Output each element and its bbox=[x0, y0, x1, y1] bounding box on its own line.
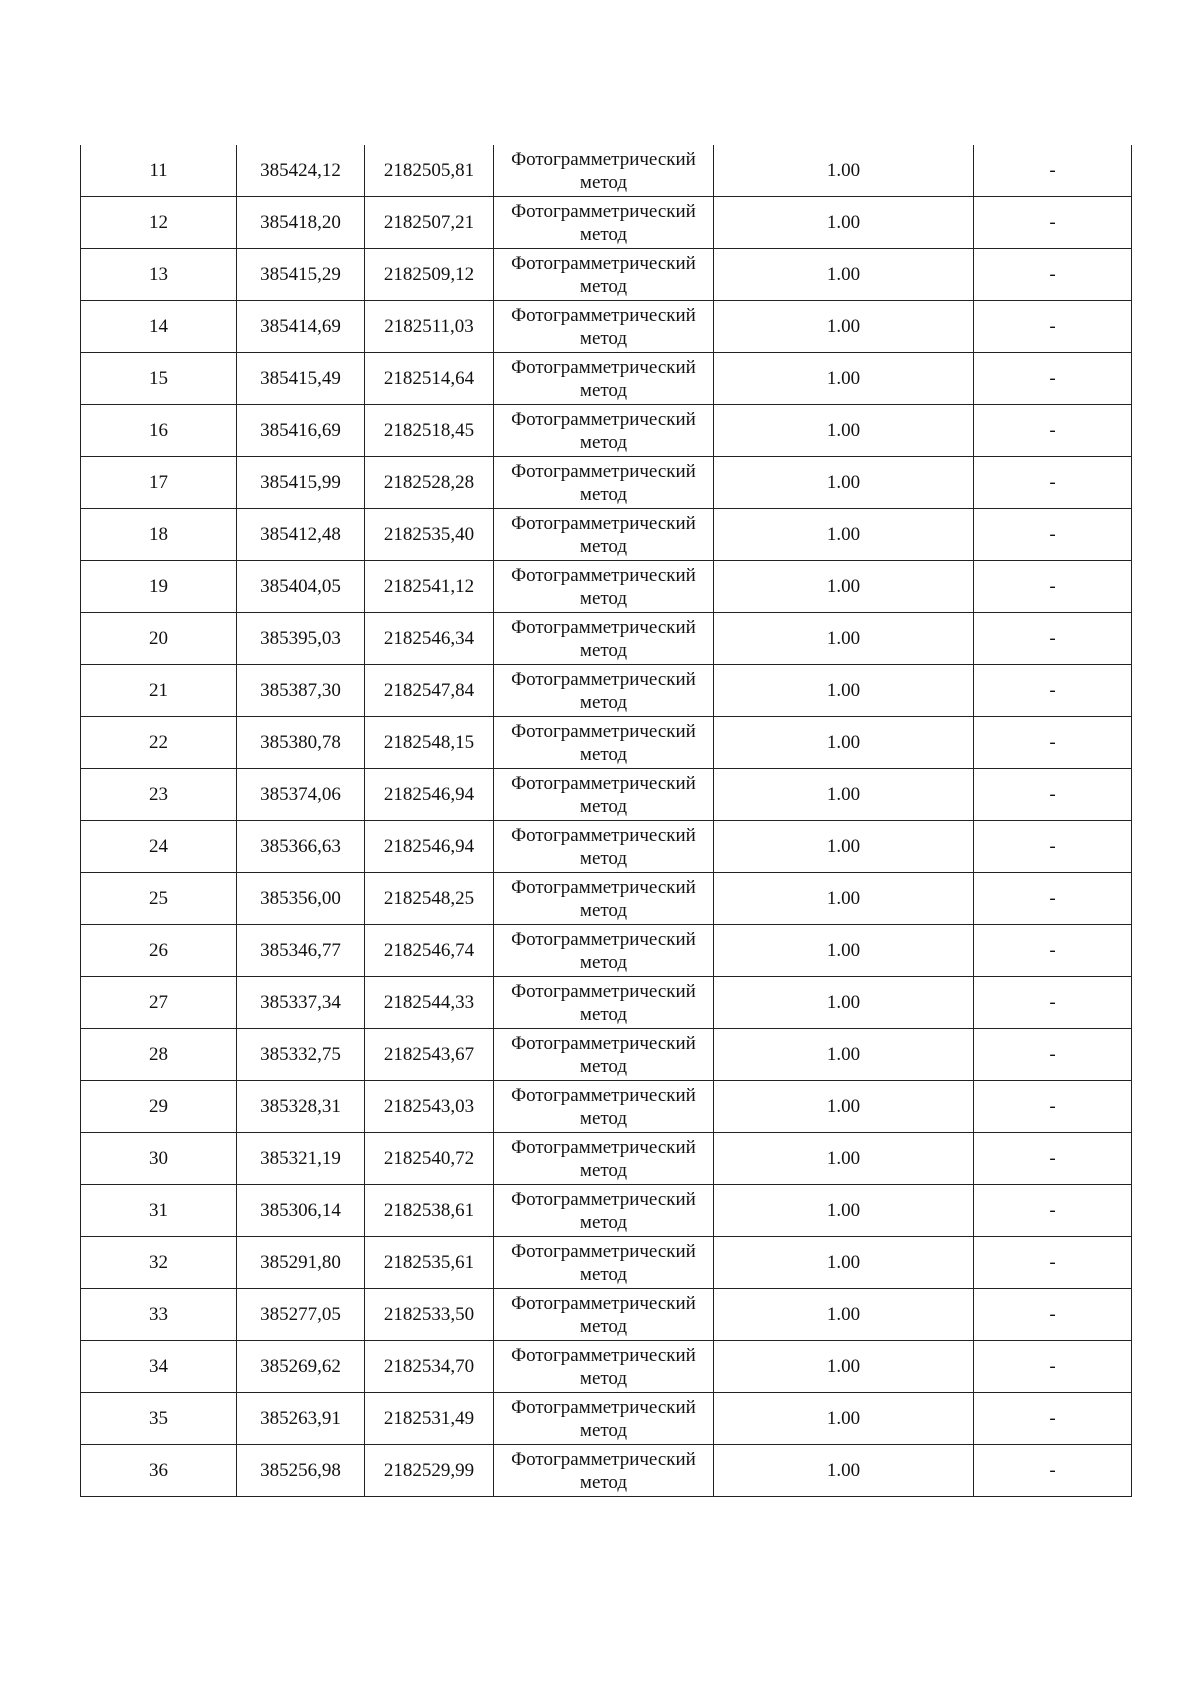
point-number-cell: 21 bbox=[81, 665, 237, 717]
point-number-cell: 14 bbox=[81, 301, 237, 353]
method-line-1: Фотограмметрический bbox=[511, 772, 696, 794]
method-line-1: Фотограмметрический bbox=[511, 980, 696, 1002]
point-number-cell: 11 bbox=[81, 145, 237, 197]
method-cell bbox=[494, 405, 714, 457]
method-line-2: метод bbox=[579, 327, 628, 349]
point-number-cell: 23 bbox=[81, 769, 237, 821]
table-row bbox=[81, 509, 1132, 561]
note-cell: - bbox=[974, 717, 1132, 769]
note-cell: - bbox=[974, 197, 1132, 249]
y-coordinate-cell: 2182518,45 bbox=[365, 405, 494, 457]
method-cell bbox=[494, 561, 714, 613]
method-line-2: метод bbox=[579, 1211, 628, 1233]
x-coordinate-cell: 385415,49 bbox=[237, 353, 365, 405]
y-coordinate-cell: 2182507,21 bbox=[365, 197, 494, 249]
x-coordinate-cell: 385380,78 bbox=[237, 717, 365, 769]
accuracy-cell: 1.00 bbox=[714, 1237, 974, 1289]
note-cell: - bbox=[974, 509, 1132, 561]
y-coordinate-cell: 2182533,50 bbox=[365, 1289, 494, 1341]
x-coordinate-cell: 385346,77 bbox=[237, 925, 365, 977]
accuracy-cell: 1.00 bbox=[714, 301, 974, 353]
method-line-2: метод bbox=[579, 951, 628, 973]
x-coordinate-cell: 385332,75 bbox=[237, 1029, 365, 1081]
method-line-1: Фотограмметрический bbox=[511, 824, 696, 846]
point-number-cell: 29 bbox=[81, 1081, 237, 1133]
table-row bbox=[81, 717, 1132, 769]
table-row bbox=[81, 1237, 1132, 1289]
method-cell bbox=[494, 301, 714, 353]
method-line-2: метод bbox=[579, 1055, 628, 1077]
accuracy-cell: 1.00 bbox=[714, 1445, 974, 1497]
accuracy-cell: 1.00 bbox=[714, 925, 974, 977]
point-number-cell: 31 bbox=[81, 1185, 237, 1237]
table-row bbox=[81, 1185, 1132, 1237]
y-coordinate-cell: 2182548,25 bbox=[365, 873, 494, 925]
method-cell bbox=[494, 925, 714, 977]
table-row bbox=[81, 925, 1132, 977]
accuracy-cell: 1.00 bbox=[714, 1289, 974, 1341]
point-number-cell: 25 bbox=[81, 873, 237, 925]
point-number-cell: 33 bbox=[81, 1289, 237, 1341]
x-coordinate-cell: 385328,31 bbox=[237, 1081, 365, 1133]
method-line-2: метод bbox=[579, 743, 628, 765]
method-line-2: метод bbox=[579, 1367, 628, 1389]
note-cell: - bbox=[974, 1341, 1132, 1393]
point-number-cell: 28 bbox=[81, 1029, 237, 1081]
x-coordinate-cell: 385387,30 bbox=[237, 665, 365, 717]
note-cell: - bbox=[974, 457, 1132, 509]
x-coordinate-cell: 385416,69 bbox=[237, 405, 365, 457]
note-cell: - bbox=[974, 1445, 1132, 1497]
x-coordinate-cell: 385415,99 bbox=[237, 457, 365, 509]
accuracy-cell: 1.00 bbox=[714, 509, 974, 561]
method-cell bbox=[494, 1445, 714, 1497]
y-coordinate-cell: 2182547,84 bbox=[365, 665, 494, 717]
method-line-2: метод bbox=[579, 639, 628, 661]
note-cell: - bbox=[974, 301, 1132, 353]
x-coordinate-cell: 385291,80 bbox=[237, 1237, 365, 1289]
table-row bbox=[81, 1081, 1132, 1133]
method-cell bbox=[494, 1289, 714, 1341]
method-line-1: Фотограмметрический bbox=[511, 304, 696, 326]
method-cell bbox=[494, 509, 714, 561]
method-cell bbox=[494, 613, 714, 665]
method-line-2: метод bbox=[579, 1315, 628, 1337]
y-coordinate-cell: 2182534,70 bbox=[365, 1341, 494, 1393]
y-coordinate-cell: 2182509,12 bbox=[365, 249, 494, 301]
method-cell bbox=[494, 1393, 714, 1445]
x-coordinate-cell: 385337,34 bbox=[237, 977, 365, 1029]
accuracy-cell: 1.00 bbox=[714, 249, 974, 301]
point-number-cell: 22 bbox=[81, 717, 237, 769]
note-cell: - bbox=[974, 1185, 1132, 1237]
method-cell bbox=[494, 353, 714, 405]
y-coordinate-cell: 2182505,81 bbox=[365, 145, 494, 197]
accuracy-cell: 1.00 bbox=[714, 145, 974, 197]
coordinates-table bbox=[80, 145, 1132, 1497]
x-coordinate-cell: 385424,12 bbox=[237, 145, 365, 197]
note-cell: - bbox=[974, 821, 1132, 873]
accuracy-cell: 1.00 bbox=[714, 821, 974, 873]
y-coordinate-cell: 2182511,03 bbox=[365, 301, 494, 353]
point-number-cell: 13 bbox=[81, 249, 237, 301]
y-coordinate-cell: 2182543,67 bbox=[365, 1029, 494, 1081]
table-row bbox=[81, 977, 1132, 1029]
y-coordinate-cell: 2182538,61 bbox=[365, 1185, 494, 1237]
method-line-1: Фотограмметрический bbox=[511, 876, 696, 898]
accuracy-cell: 1.00 bbox=[714, 1185, 974, 1237]
y-coordinate-cell: 2182546,94 bbox=[365, 821, 494, 873]
table-row bbox=[81, 769, 1132, 821]
method-line-2: метод bbox=[579, 795, 628, 817]
point-number-cell: 35 bbox=[81, 1393, 237, 1445]
method-line-2: метод bbox=[579, 379, 628, 401]
method-cell bbox=[494, 665, 714, 717]
method-line-1: Фотограмметрический bbox=[511, 252, 696, 274]
table-row bbox=[81, 197, 1132, 249]
note-cell: - bbox=[974, 769, 1132, 821]
method-line-1: Фотограмметрический bbox=[511, 408, 696, 430]
accuracy-cell: 1.00 bbox=[714, 197, 974, 249]
point-number-cell: 20 bbox=[81, 613, 237, 665]
method-line-2: метод bbox=[579, 1003, 628, 1025]
accuracy-cell: 1.00 bbox=[714, 873, 974, 925]
point-number-cell: 18 bbox=[81, 509, 237, 561]
method-cell bbox=[494, 1237, 714, 1289]
method-cell bbox=[494, 1185, 714, 1237]
y-coordinate-cell: 2182546,74 bbox=[365, 925, 494, 977]
point-number-cell: 26 bbox=[81, 925, 237, 977]
accuracy-cell: 1.00 bbox=[714, 457, 974, 509]
table-row bbox=[81, 457, 1132, 509]
table-row bbox=[81, 561, 1132, 613]
table-row bbox=[81, 1393, 1132, 1445]
method-cell bbox=[494, 145, 714, 197]
point-number-cell: 27 bbox=[81, 977, 237, 1029]
note-cell: - bbox=[974, 1393, 1132, 1445]
method-line-2: метод bbox=[579, 691, 628, 713]
method-line-1: Фотограмметрический bbox=[511, 148, 696, 170]
y-coordinate-cell: 2182543,03 bbox=[365, 1081, 494, 1133]
y-coordinate-cell: 2182546,34 bbox=[365, 613, 494, 665]
y-coordinate-cell: 2182546,94 bbox=[365, 769, 494, 821]
table-row bbox=[81, 613, 1132, 665]
y-coordinate-cell: 2182535,61 bbox=[365, 1237, 494, 1289]
x-coordinate-cell: 385277,05 bbox=[237, 1289, 365, 1341]
method-cell bbox=[494, 457, 714, 509]
method-line-2: метод bbox=[579, 1419, 628, 1441]
y-coordinate-cell: 2182528,28 bbox=[365, 457, 494, 509]
method-line-1: Фотограмметрический bbox=[511, 1292, 696, 1314]
x-coordinate-cell: 385356,00 bbox=[237, 873, 365, 925]
method-line-2: метод bbox=[579, 223, 628, 245]
method-line-1: Фотограмметрический bbox=[511, 1344, 696, 1366]
point-number-cell: 19 bbox=[81, 561, 237, 613]
table-row bbox=[81, 249, 1132, 301]
point-number-cell: 30 bbox=[81, 1133, 237, 1185]
method-line-2: метод bbox=[579, 1159, 628, 1181]
point-number-cell: 24 bbox=[81, 821, 237, 873]
method-cell bbox=[494, 1341, 714, 1393]
table-row bbox=[81, 301, 1132, 353]
method-line-1: Фотограмметрический bbox=[511, 460, 696, 482]
note-cell: - bbox=[974, 405, 1132, 457]
y-coordinate-cell: 2182535,40 bbox=[365, 509, 494, 561]
table-row bbox=[81, 1029, 1132, 1081]
point-number-cell: 16 bbox=[81, 405, 237, 457]
point-number-cell: 12 bbox=[81, 197, 237, 249]
method-cell bbox=[494, 821, 714, 873]
accuracy-cell: 1.00 bbox=[714, 405, 974, 457]
accuracy-cell: 1.00 bbox=[714, 977, 974, 1029]
note-cell: - bbox=[974, 1081, 1132, 1133]
point-number-cell: 34 bbox=[81, 1341, 237, 1393]
method-line-1: Фотограмметрический bbox=[511, 1136, 696, 1158]
method-line-2: метод bbox=[579, 1471, 628, 1493]
method-line-1: Фотограмметрический bbox=[511, 1032, 696, 1054]
accuracy-cell: 1.00 bbox=[714, 561, 974, 613]
method-line-2: метод bbox=[579, 275, 628, 297]
x-coordinate-cell: 385306,14 bbox=[237, 1185, 365, 1237]
note-cell: - bbox=[974, 1029, 1132, 1081]
x-coordinate-cell: 385256,98 bbox=[237, 1445, 365, 1497]
x-coordinate-cell: 385321,19 bbox=[237, 1133, 365, 1185]
y-coordinate-cell: 2182544,33 bbox=[365, 977, 494, 1029]
x-coordinate-cell: 385412,48 bbox=[237, 509, 365, 561]
method-cell bbox=[494, 249, 714, 301]
table-row bbox=[81, 353, 1132, 405]
method-line-1: Фотограмметрический bbox=[511, 564, 696, 586]
accuracy-cell: 1.00 bbox=[714, 353, 974, 405]
x-coordinate-cell: 385374,06 bbox=[237, 769, 365, 821]
accuracy-cell: 1.00 bbox=[714, 769, 974, 821]
note-cell: - bbox=[974, 1289, 1132, 1341]
table-row bbox=[81, 1445, 1132, 1497]
point-number-cell: 17 bbox=[81, 457, 237, 509]
method-line-2: метод bbox=[579, 171, 628, 193]
table-row bbox=[81, 873, 1132, 925]
accuracy-cell: 1.00 bbox=[714, 1029, 974, 1081]
accuracy-cell: 1.00 bbox=[714, 1081, 974, 1133]
accuracy-cell: 1.00 bbox=[714, 1133, 974, 1185]
method-cell bbox=[494, 977, 714, 1029]
method-line-1: Фотограмметрический bbox=[511, 1240, 696, 1262]
method-line-1: Фотограмметрический bbox=[511, 1396, 696, 1418]
method-line-1: Фотограмметрический bbox=[511, 1188, 696, 1210]
x-coordinate-cell: 385414,69 bbox=[237, 301, 365, 353]
method-line-1: Фотограмметрический bbox=[511, 356, 696, 378]
y-coordinate-cell: 2182540,72 bbox=[365, 1133, 494, 1185]
method-line-1: Фотограмметрический bbox=[511, 200, 696, 222]
method-cell bbox=[494, 197, 714, 249]
method-line-2: метод bbox=[579, 535, 628, 557]
method-cell bbox=[494, 1133, 714, 1185]
x-coordinate-cell: 385395,03 bbox=[237, 613, 365, 665]
accuracy-cell: 1.00 bbox=[714, 665, 974, 717]
point-number-cell: 15 bbox=[81, 353, 237, 405]
table-row bbox=[81, 405, 1132, 457]
note-cell: - bbox=[974, 665, 1132, 717]
table-row bbox=[81, 821, 1132, 873]
method-cell bbox=[494, 769, 714, 821]
note-cell: - bbox=[974, 249, 1132, 301]
note-cell: - bbox=[974, 925, 1132, 977]
x-coordinate-cell: 385263,91 bbox=[237, 1393, 365, 1445]
method-line-1: Фотограмметрический bbox=[511, 668, 696, 690]
x-coordinate-cell: 385269,62 bbox=[237, 1341, 365, 1393]
point-number-cell: 32 bbox=[81, 1237, 237, 1289]
table-row bbox=[81, 1133, 1132, 1185]
method-line-1: Фотограмметрический bbox=[511, 720, 696, 742]
method-cell bbox=[494, 1081, 714, 1133]
method-line-2: метод bbox=[579, 1107, 628, 1129]
x-coordinate-cell: 385415,29 bbox=[237, 249, 365, 301]
method-line-2: метод bbox=[579, 847, 628, 869]
x-coordinate-cell: 385366,63 bbox=[237, 821, 365, 873]
method-line-2: метод bbox=[579, 899, 628, 921]
note-cell: - bbox=[974, 145, 1132, 197]
method-line-2: метод bbox=[579, 1263, 628, 1285]
method-line-1: Фотограмметрический bbox=[511, 928, 696, 950]
x-coordinate-cell: 385418,20 bbox=[237, 197, 365, 249]
accuracy-cell: 1.00 bbox=[714, 1393, 974, 1445]
note-cell: - bbox=[974, 561, 1132, 613]
y-coordinate-cell: 2182541,12 bbox=[365, 561, 494, 613]
method-line-2: метод bbox=[579, 587, 628, 609]
y-coordinate-cell: 2182531,49 bbox=[365, 1393, 494, 1445]
note-cell: - bbox=[974, 873, 1132, 925]
table-row bbox=[81, 665, 1132, 717]
method-line-1: Фотограмметрический bbox=[511, 512, 696, 534]
method-cell bbox=[494, 717, 714, 769]
method-line-1: Фотограмметрический bbox=[511, 1448, 696, 1470]
accuracy-cell: 1.00 bbox=[714, 717, 974, 769]
table-row bbox=[81, 1289, 1132, 1341]
method-line-1: Фотограмметрический bbox=[511, 1084, 696, 1106]
note-cell: - bbox=[974, 977, 1132, 1029]
point-number-cell: 36 bbox=[81, 1445, 237, 1497]
method-line-2: метод bbox=[579, 431, 628, 453]
note-cell: - bbox=[974, 353, 1132, 405]
y-coordinate-cell: 2182548,15 bbox=[365, 717, 494, 769]
coordinates-table-body bbox=[81, 145, 1132, 1497]
table-row bbox=[81, 145, 1132, 197]
note-cell: - bbox=[974, 613, 1132, 665]
table-row bbox=[81, 1341, 1132, 1393]
note-cell: - bbox=[974, 1133, 1132, 1185]
x-coordinate-cell: 385404,05 bbox=[237, 561, 365, 613]
note-cell: - bbox=[974, 1237, 1132, 1289]
method-line-2: метод bbox=[579, 483, 628, 505]
accuracy-cell: 1.00 bbox=[714, 613, 974, 665]
y-coordinate-cell: 2182514,64 bbox=[365, 353, 494, 405]
method-cell bbox=[494, 873, 714, 925]
method-line-1: Фотограмметрический bbox=[511, 616, 696, 638]
method-cell bbox=[494, 1029, 714, 1081]
accuracy-cell: 1.00 bbox=[714, 1341, 974, 1393]
y-coordinate-cell: 2182529,99 bbox=[365, 1445, 494, 1497]
